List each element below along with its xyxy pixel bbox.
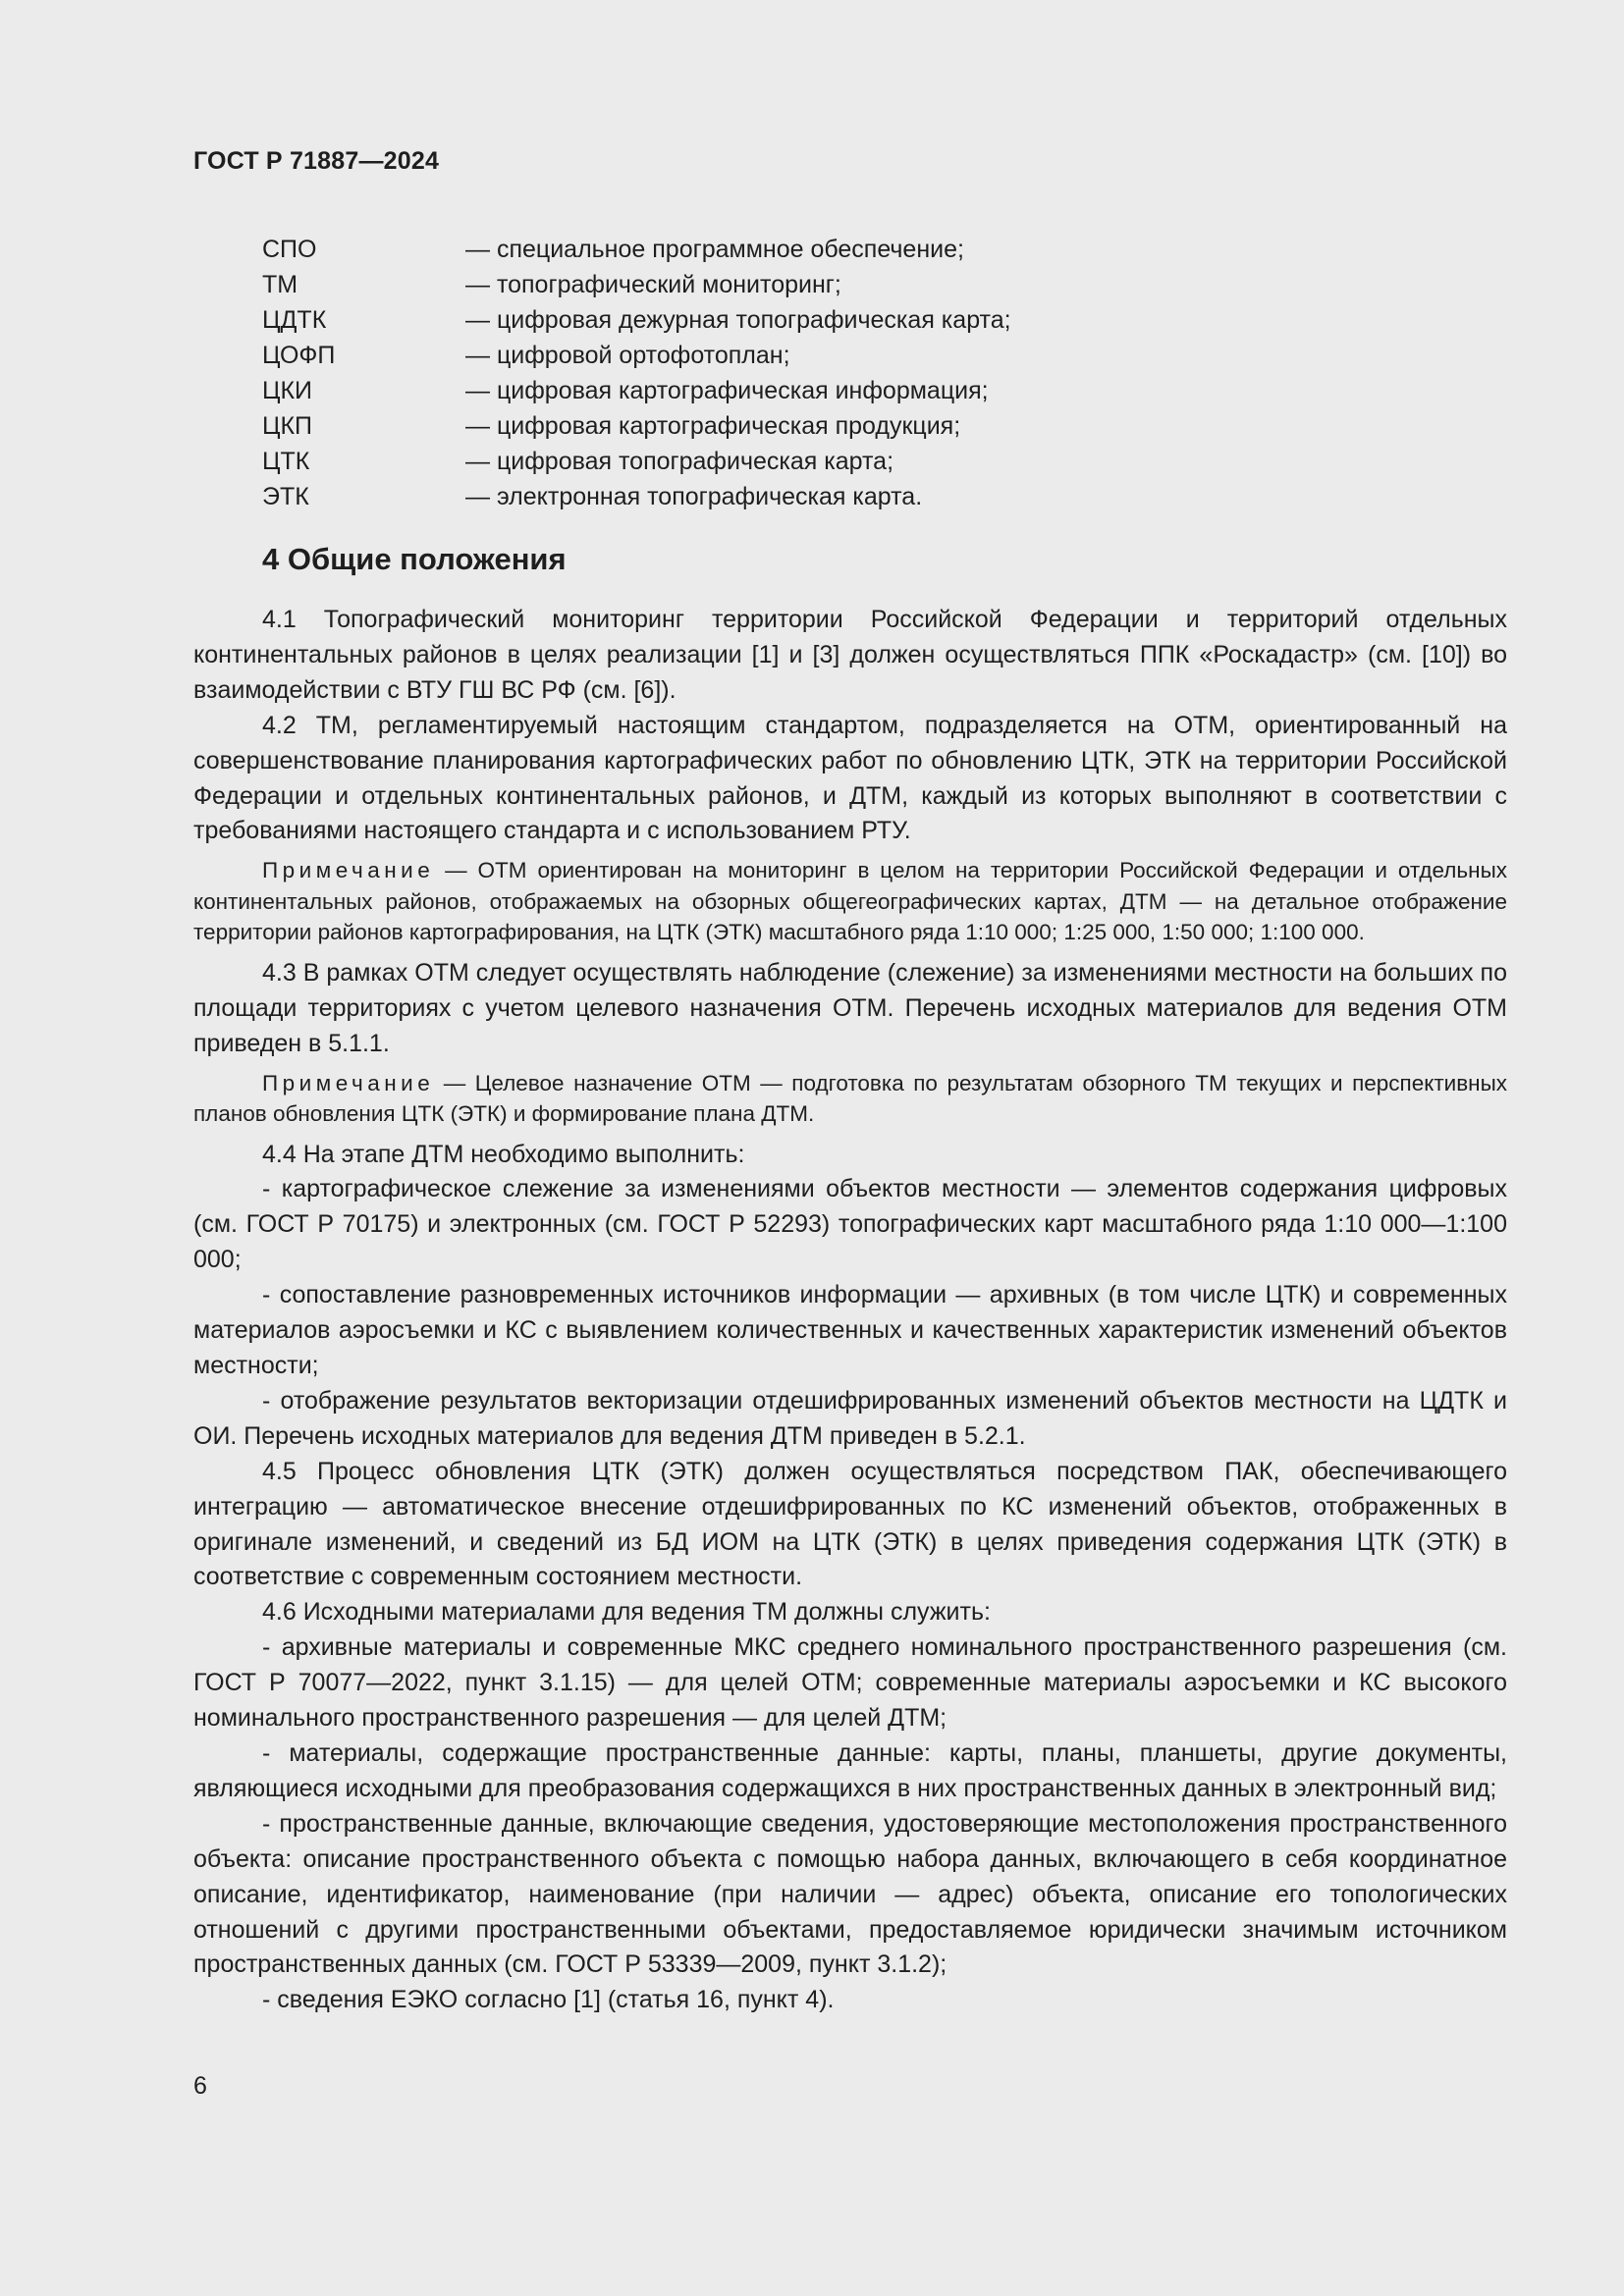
abbreviation-term: ЦОФП bbox=[262, 342, 336, 369]
abbreviation-definition: — электронная топографическая карта. bbox=[465, 483, 923, 510]
abbreviation-definition: — цифровая топографическая карта; bbox=[465, 448, 894, 475]
page-number: 6 bbox=[193, 2072, 207, 2100]
clause-4-2: 4.2 ТМ, регламентируемый настоящим стандартом, подразделяется на ОТМ, ориентированный на совершенствование планирования картографических работ по обновлению ЦТК, ЭТК на территории Российской Федерации и отдельных континентальных районов, и ДТМ, каждый из которых выполняют в соответствии с требованиями настоящего стандарта и с использованием РТУ. bbox=[193, 711, 1507, 845]
list-item: - отображение результатов векторизации отдешифрированных изменений объектов местности на ЦДТК и ОИ. Перечень исходных материалов для ведения ДТМ приведен в 5.2.1. bbox=[193, 1386, 1507, 1450]
section-body bbox=[193, 603, 1507, 2018]
abbreviation-row bbox=[262, 267, 1244, 302]
abbreviation-definition: — специальное программное обеспечение; bbox=[465, 236, 964, 263]
list-item: - сопоставление разновременных источников информации — архивных (в том числе ЦТК) и современных материалов аэросъемки и КС с выявлением количественных и качественных характеристик изменений объектов местности; bbox=[193, 1281, 1507, 1379]
clause-4-6: 4.6 Исходными материалами для ведения ТМ должны служить: bbox=[262, 1598, 991, 1627]
list-item: - пространственные данные, включающие сведения, удостоверяющие местоположения пространственного объекта: описание пространственного объекта с помощью набора данных, включающего в себя координатное описание, идентификатор, наименование (при наличии — адрес) объекта, описание его топологических отношений с другими пространственными объектами, предоставляемое юридически значимым источником пространственных данных (см. ГОСТ Р 53339—2009, пункт 3.1.2); bbox=[193, 1809, 1507, 1979]
note bbox=[193, 855, 1507, 948]
note-label: Примечание bbox=[262, 1070, 435, 1095]
list-item: - архивные материалы и современные МКС среднего номинального пространственного разрешения (см. ГОСТ Р 70077—2022, пункт 3.1.15) — для целей ОТМ; современные материалы аэросъемки и КС высокого номинального пространственного разрешения — для целей ДТМ; bbox=[193, 1633, 1507, 1733]
abbreviation-term: ЦДТК bbox=[262, 306, 327, 334]
abbreviation-definition: — цифровая дежурная топографическая карта; bbox=[465, 306, 1011, 334]
abbreviation-row bbox=[262, 338, 1244, 373]
note-text: — Целевое назначение ОТМ — подготовка по результатам обзорного ТМ текущих и перспективных планов обновления ЦТК (ЭТК) и формирование плана ДТМ. bbox=[193, 1070, 1507, 1127]
abbreviation-row bbox=[262, 408, 1244, 444]
abbreviation-term: ЦКП bbox=[262, 412, 313, 440]
abbreviation-term: ЭТК bbox=[262, 483, 309, 510]
abbreviation-definition: — цифровая картографическая информация; bbox=[465, 377, 989, 404]
note-label: Примечание bbox=[262, 858, 435, 883]
abbreviation-term: СПО bbox=[262, 236, 317, 263]
note bbox=[193, 1068, 1507, 1130]
clause-4-4: 4.4 На этапе ДТМ необходимо выполнить: bbox=[262, 1140, 745, 1168]
clause-4-1: 4.1 Топографический мониторинг территории Российской Федерации и территорий отдельных континентальных районов в целях реализации [1] и [3] должен осуществляться ППК «Роскадастр» (см. [10]) во взаимодействии с ВТУ ГШ ВС РФ (см. [6]). bbox=[193, 606, 1507, 704]
list-item: - сведения ЕЭКО согласно [1] (статья 16, пункт 4). bbox=[262, 1986, 835, 2014]
abbreviation-row bbox=[262, 479, 1244, 514]
note-text: — ОТМ ориентирован на мониторинг в целом на территории Российской Федерации и отдельных континентальных районов, отображаемых на обзорных общегеографических картах, ДТМ — на детальное отображение территории районов картографирования, на ЦТК (ЭТК) масштабного ряда 1:10 000; 1:25 000, 1:50 000; 1:100 000. bbox=[193, 858, 1507, 945]
abbreviation-term: ЦТК bbox=[262, 448, 310, 475]
abbreviation-definition: — топографический мониторинг; bbox=[465, 271, 841, 298]
abbreviation-row bbox=[262, 373, 1244, 408]
list-item: - материалы, содержащие пространственные данные: карты, планы, планшеты, другие документы, являющиеся исходными для преобразования содержащихся в них пространственных данных в электронный вид; bbox=[193, 1738, 1507, 1802]
clause-4-5: 4.5 Процесс обновления ЦТК (ЭТК) должен осуществляться посредством ПАК, обеспечивающего интеграцию — автоматическое внесение отдешифрированных по КС изменений объектов, отображенных в оригинале изменений, и сведений из БД ИОМ на ЦТК (ЭТК) в целях приведения содержания ЦТК (ЭТК) в соответствие с современным состоянием местности. bbox=[193, 1457, 1507, 1591]
abbreviation-term: ЦКИ bbox=[262, 377, 313, 404]
abbreviation-row bbox=[262, 232, 1244, 267]
abbreviation-definition: — цифровой ортофотоплан; bbox=[465, 342, 790, 369]
list-item: - картографическое слежение за изменениями объектов местности — элементов содержания цифровых (см. ГОСТ Р 70175) и электронных (см. ГОСТ Р 52293) топографических карт масштабного ряда 1:10 000—1:100 000; bbox=[193, 1175, 1507, 1274]
section-title: 4 Общие положения bbox=[262, 542, 567, 576]
abbreviation-list bbox=[262, 232, 1244, 514]
document-code-header: ГОСТ Р 71887—2024 bbox=[193, 147, 440, 175]
clause-4-3: 4.3 В рамках ОТМ следует осуществлять наблюдение (слежение) за изменениями местности на больших по площади территориях с учетом целевого назначения ОТМ. Перечень исходных материалов для ведения ОТМ приведен в 5.1.1. bbox=[193, 958, 1507, 1057]
abbreviation-row bbox=[262, 302, 1244, 338]
abbreviation-term: ТМ bbox=[262, 271, 298, 298]
abbreviation-row bbox=[262, 444, 1244, 479]
abbreviation-definition: — цифровая картографическая продукция; bbox=[465, 412, 961, 440]
